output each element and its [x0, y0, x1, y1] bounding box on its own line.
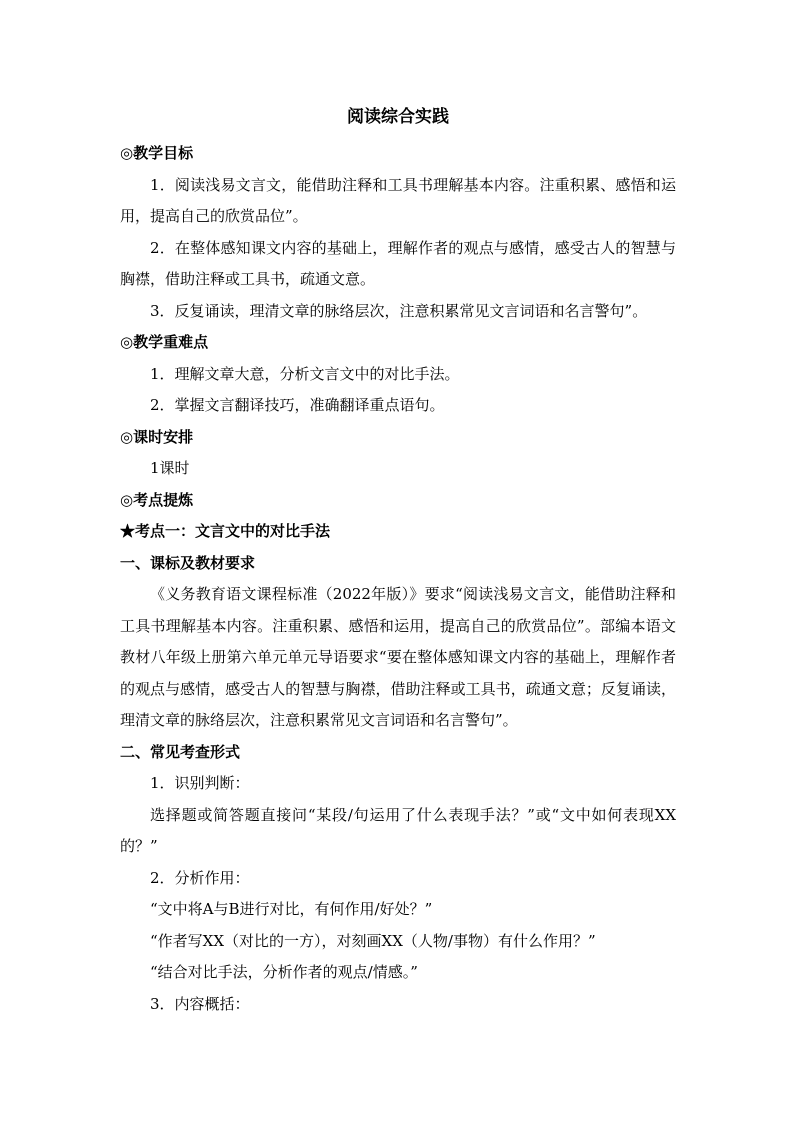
form1-label: 1．识别判断： — [150, 774, 250, 792]
form2-line-3: “结合对比手法，分析作者的观点/情感。” — [150, 963, 418, 981]
document-title: 阅读综合实践 — [347, 107, 449, 127]
keypoint-item-1: 1．理解文章大意，分析文言文中的对比手法。 — [150, 364, 460, 383]
sub1-text: 《义务教育语文课程标准（2022年版）》要求“阅读浅易文言文，能借助注释和工具书理解基本内容。注重积累、感悟和运用，提高自己的欣赏品位”。部编本语文教材八年级上册第六单元单元导语要求“要在整体感知课文内容的基础上，理解作者的观点与感情，感受古人的智慧与胸襟，借助注释或工具书，疏通文意；反复诵读，理清文章的脉络层次，注意积累常见文言词语和名言警句”。 — [120, 585, 676, 729]
form2-label: 2．分析作用： — [150, 868, 250, 887]
keypoint-item-2: 2．掌握文言翻译技巧，准确翻译重点语句。 — [150, 396, 445, 414]
schedule-heading: ◎课时安排 — [120, 427, 194, 446]
schedule-text: 1课时 — [150, 459, 190, 477]
exam-point-1: ★考点一：文言文中的对比手法 — [120, 522, 331, 540]
form2-line-1: “文中将A与B进行对比，有何作用/好处？” — [150, 900, 433, 918]
form3-label: 3．内容概括： — [150, 994, 250, 1013]
sub1-heading: 一、课标及教材要求 — [120, 553, 256, 572]
goals-heading: ◎教学目标 — [120, 144, 194, 162]
document-page — [120, 102, 676, 1020]
goal-item-2: 2．在整体感知课文内容的基础上，理解作者的观点与感情，感受古人的智慧与胸襟，借助注释或工具书，疏通文意。 — [120, 238, 676, 288]
goal-item-3: 3．反复诵读，理清文章的脉络层次，注意积累常见文言词语和名言警句”。 — [150, 301, 648, 320]
form1-text: 选择题或简答题直接问“某段/句运用了什么表现手法？”或“文中如何表现XX的？” — [120, 805, 676, 855]
sub2-heading: 二、常见考查形式 — [120, 742, 241, 761]
keypoints-heading: ◎教学重难点 — [120, 333, 209, 351]
form2-line-2: “作者写XX（对比的一方），对刻画XX（人物/事物）有什么作用？” — [150, 931, 596, 950]
goal-item-1: 1．阅读浅易文言文，能借助注释和工具书理解基本内容。注重积累、感悟和运用，提高自己的欣赏品位”。 — [120, 175, 676, 225]
exam-heading: ◎考点提炼 — [120, 490, 194, 509]
